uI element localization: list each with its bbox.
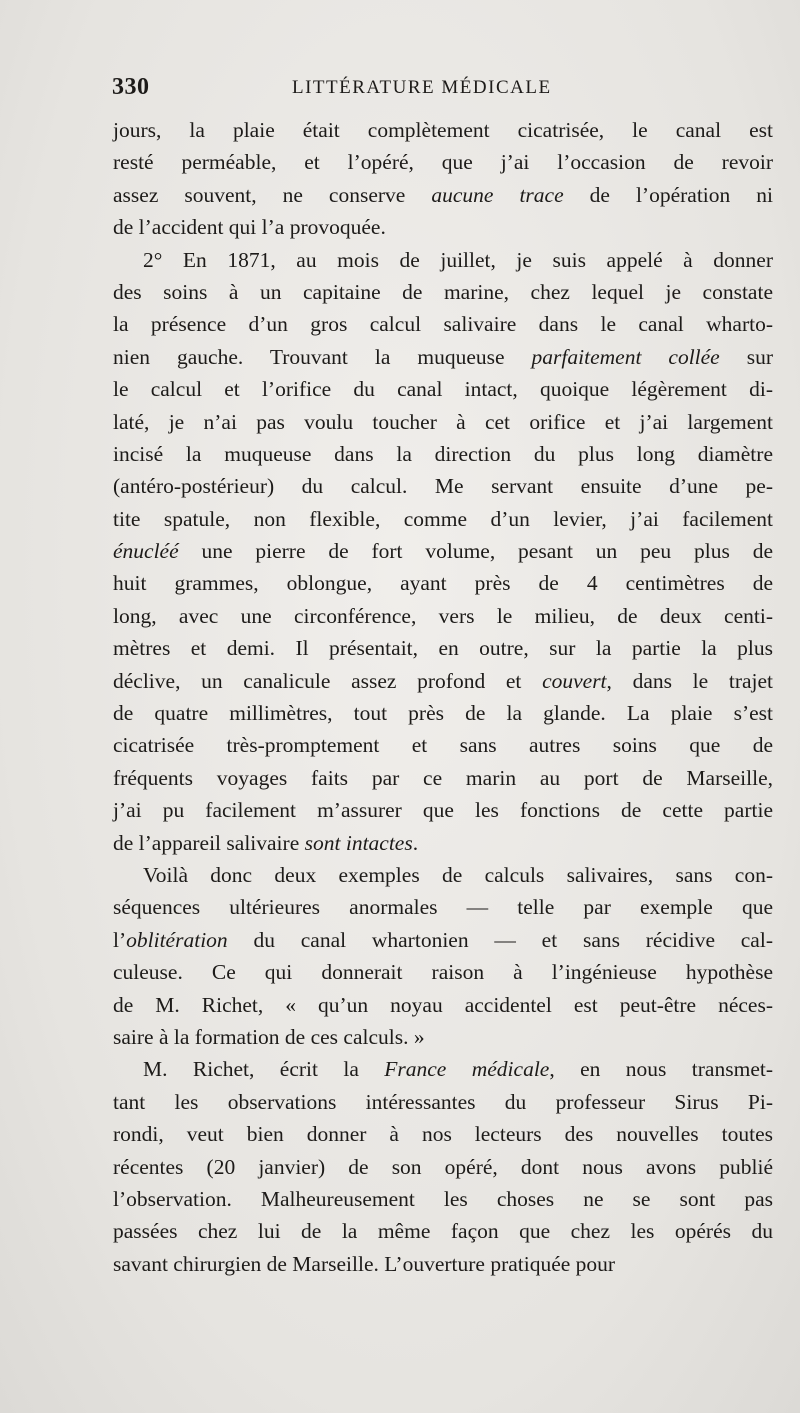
text-run: de M. Richet, « qu’un noyau accidentel est peut-être néces- <box>113 992 773 1017</box>
text-line <box>113 956 773 988</box>
text-line <box>113 406 773 438</box>
text-run: cicatrisée très-promptement et sans autres soins que de <box>113 733 773 758</box>
text-run: mètres et demi. Il présentait, en outre, sur la partie la plus <box>113 636 773 661</box>
text-line <box>113 567 773 599</box>
text-line <box>113 1183 773 1215</box>
text-line <box>113 470 773 502</box>
text-run: passées chez lui de la même façon que chez les opérés du <box>113 1219 773 1244</box>
text-run: incisé la muqueuse dans la direction du plus long diamètre <box>113 441 773 466</box>
text-run: l’observation. Malheureusement les choses ne se sont pas <box>113 1186 773 1211</box>
text-line <box>113 762 773 794</box>
text-run: (antéro-postérieur) du calcul. Me servant ensuite d’une pe- <box>113 474 773 499</box>
text-line <box>113 1053 773 1085</box>
italic-run: énucléé <box>113 539 179 564</box>
article-body <box>113 114 773 1280</box>
text-run: de l’opération ni <box>563 182 774 207</box>
text-run: , dans le trajet <box>606 668 774 693</box>
text-line <box>113 1215 773 1247</box>
text-run: sur <box>719 344 773 369</box>
text-line <box>113 438 773 470</box>
page-number: 330 <box>112 74 150 100</box>
italic-run: oblitération <box>126 927 228 952</box>
text-run: le calcul et l’orifice du canal intact, quoique légèrement di- <box>113 377 773 402</box>
text-line <box>113 341 773 373</box>
text-line <box>113 146 773 178</box>
italic-run: sont intactes <box>304 830 413 855</box>
text-line <box>113 1021 773 1053</box>
text-line <box>113 1151 773 1183</box>
text-run: laté, je n’ai pas voulu toucher à cet orifice et j’ai largement <box>113 409 773 434</box>
text-line <box>113 503 773 535</box>
paragraph <box>113 1053 773 1280</box>
text-run: tite spatule, non flexible, comme d’un levier, j’ai facilement <box>113 506 773 531</box>
text-line <box>113 859 773 891</box>
text-run: de l’accident qui l’a provoquée. <box>113 215 386 240</box>
text-line <box>113 114 773 146</box>
text-run: 2° En 1871, au mois de juillet, je suis appelé à donner <box>143 247 773 272</box>
italic-run: aucune trace <box>431 182 564 207</box>
text-run: long, avec une circonférence, vers le milieu, de deux centi- <box>113 603 773 628</box>
text-line <box>113 697 773 729</box>
text-run: tant les observations intéressantes du professeur Sirus Pi- <box>113 1089 773 1114</box>
page-header <box>112 74 774 106</box>
text-run: . <box>412 830 419 855</box>
text-line <box>113 729 773 761</box>
text-run: assez souvent, ne conserve <box>113 182 432 207</box>
text-run: savant chirurgien de Marseille. L’ouverture pratiquée pour <box>113 1251 616 1276</box>
text-line <box>113 632 773 664</box>
text-run: de quatre millimètres, tout près de la glande. La plaie s’est <box>113 701 773 726</box>
text-run: fréquents voyages faits par ce marin au port de Marseille, <box>113 765 773 790</box>
text-run: Voilà donc deux exemples de calculs salivaires, sans con- <box>143 862 773 887</box>
running-title: LITTÉRATURE MÉDICALE <box>292 77 552 98</box>
paragraph <box>113 244 773 859</box>
text-run: jours, la plaie était complètement cicatrisée, le canal est <box>113 118 773 142</box>
text-line <box>113 308 773 340</box>
text-line <box>113 989 773 1021</box>
text-run: du canal whartonien — et sans récidive cal- <box>227 927 773 952</box>
italic-run: couvert <box>542 668 607 693</box>
text-run: une pierre de fort volume, pesant un peu plus de <box>178 539 773 564</box>
text-run: M. Richet, écrit la <box>143 1057 385 1082</box>
italic-run: France médicale <box>384 1057 550 1082</box>
text-line <box>113 794 773 826</box>
italic-run: parfaitement collée <box>531 344 720 369</box>
text-line <box>113 600 773 632</box>
paragraph <box>113 114 773 244</box>
text-run: des soins à un capitaine de marine, chez lequel je constate <box>113 279 773 304</box>
text-line <box>113 535 773 567</box>
text-line <box>113 244 773 276</box>
text-run: la présence d’un gros calcul salivaire dans le canal wharto- <box>113 312 773 337</box>
text-line <box>113 665 773 697</box>
text-line <box>113 1118 773 1150</box>
text-run: j’ai pu facilement m’assurer que les fonctions de cette partie <box>113 798 773 823</box>
text-run: de l’appareil salivaire <box>113 830 305 855</box>
text-line <box>113 211 773 243</box>
text-run: déclive, un canalicule assez profond et <box>113 668 543 693</box>
text-run: resté perméable, et l’opéré, que j’ai l’occasion de revoir <box>113 150 773 175</box>
text-run: saire à la formation de ces calculs. » <box>113 1024 425 1049</box>
text-line <box>113 1086 773 1118</box>
text-run: culeuse. Ce qui donnerait raison à l’ingénieuse hypothèse <box>113 960 773 985</box>
text-line <box>113 1248 773 1280</box>
text-run: huit grammes, oblongue, ayant près de 4 centimètres de <box>113 571 773 596</box>
text-run: l’ <box>113 927 127 952</box>
text-run: récentes (20 janvier) de son opéré, dont nous avons publié <box>113 1154 773 1179</box>
text-run: rondi, veut bien donner à nos lecteurs des nouvelles toutes <box>113 1122 773 1147</box>
text-line <box>113 891 773 923</box>
text-line <box>113 276 773 308</box>
text-line <box>113 924 773 956</box>
text-run: séquences ultérieures anormales — telle par exemple que <box>113 895 773 920</box>
text-line <box>113 179 773 211</box>
paragraph <box>113 859 773 1053</box>
text-line <box>113 827 773 859</box>
text-run: , en nous transmet- <box>549 1057 773 1082</box>
text-line <box>113 373 773 405</box>
text-run: nien gauche. Trouvant la muqueuse <box>113 344 532 369</box>
